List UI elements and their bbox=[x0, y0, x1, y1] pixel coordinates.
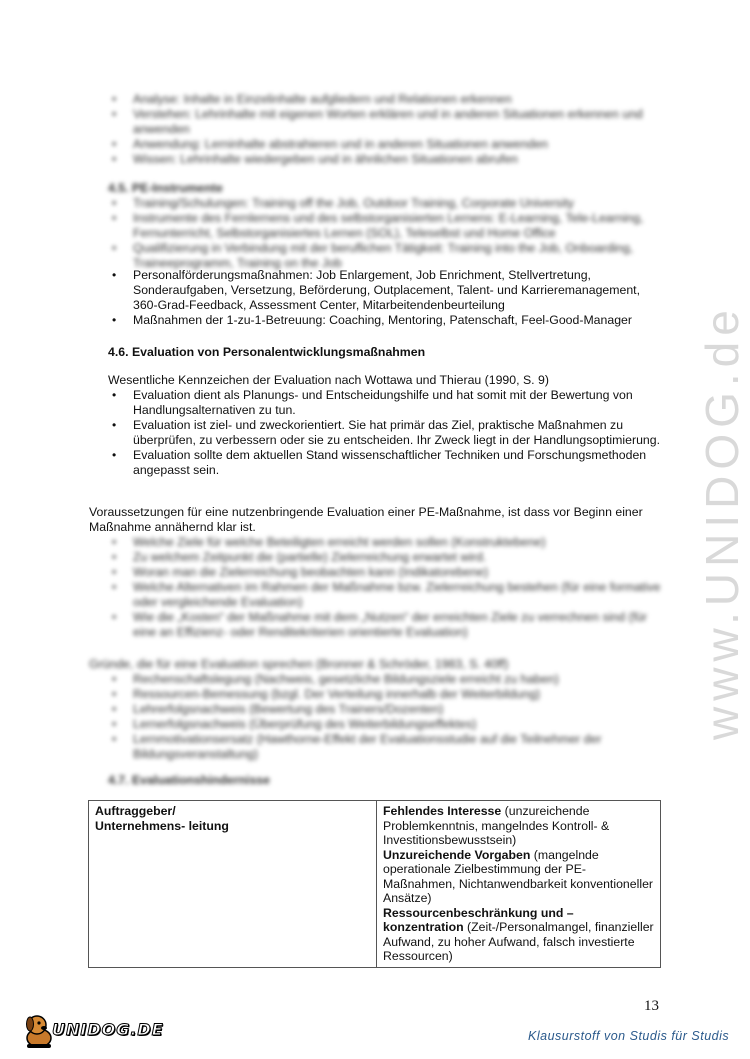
page-number: 13 bbox=[644, 998, 659, 1014]
list-item: • Welche Alternativen im Rahmen der Maßnahme bzw. Zielerreichung bestehen (für eine formative oder vergleichende Evaluation) bbox=[108, 580, 668, 610]
blurred-reasons-list bbox=[108, 672, 668, 762]
blurred-top-block bbox=[108, 92, 668, 271]
list-item: • Lehrerfolgsnachweis (Bewertung des Trainers/Dozenten) bbox=[108, 702, 668, 717]
obstacle-detail: (unzureichende Problemkenntnis, mangelndes Kontroll- & Investitionsbewusstsein) bbox=[383, 804, 610, 847]
section-title: Evaluation von Personalentwicklungsmaßnahmen bbox=[131, 345, 426, 359]
obstacle-title: Unzureichende Vorgaben bbox=[383, 847, 531, 862]
list-item: • Ressourcen-Bemessung (bzgl. Der Verteilung innerhalb der Weiterbildung) bbox=[108, 687, 668, 702]
evaluation-obstacles-table bbox=[88, 800, 661, 968]
list-item: • Evaluation ist ziel- und zweckorientiert. Sie hat primär das Ziel, praktische Maßnahmen zu überprüfen, zu verbessern oder sie zu entscheiden. Ihr Zweck liegt in der Handlungsoptimierung. bbox=[108, 418, 668, 448]
footer-slogan: Klausurstoff von Studis für Studis bbox=[528, 1029, 730, 1043]
list-item: • Rechenschaftslegung (Nachweis, gesetzliche Bildungsziele erreicht zu haben) bbox=[108, 672, 668, 687]
section-number: 4.6. bbox=[108, 345, 129, 359]
list-item: • Lernmotivationsersatz (Hawthorne-Effekt der Evaluationsstudie auf die Teilnehmer der Bildungsveranstaltung) bbox=[108, 732, 668, 762]
list-item: • Woran man die Zielerreichung beobachten kann (Indikatorebene) bbox=[108, 565, 668, 580]
table-cell-role bbox=[89, 801, 377, 968]
list-item: • Personalförderungsmaßnahmen: Job Enlargement, Job Enrichment, Stellvertretung, Sonderaufgaben, Versetzung, Beförderung, Outplacement, Talent- und Karrieremanagement, 360-Grad-Feedback, Assessment Center, Mitarbeitendenbeurteilung bbox=[108, 268, 668, 313]
list-item: • Zu welchem Zeitpunkt die (partielle) Zielerreichung erwartet wird. bbox=[108, 550, 668, 565]
logo-text: UNIDOG.DE bbox=[52, 1020, 164, 1039]
reasons-intro: Gründe, die für eine Evaluation sprechen (Bronner & Schröder, 1983, S. 40ff) bbox=[89, 657, 509, 671]
list-item: • Instrumente des Fernlernens und des selbstorganisierten Lernens: E-Learning, Tele-Learning, Fernunterricht, Selbstorganisiertes Lernen (SOL), Teleselbst und Home Office bbox=[108, 211, 668, 241]
list-item: • Training/Schulungen: Training off the Job, Outdoor Training, Corporate University bbox=[108, 196, 668, 211]
watermark: www.UNIDOG.de bbox=[696, 304, 748, 740]
blurred-list-2 bbox=[108, 196, 668, 271]
list-item: • Evaluation dient als Planungs- und Entscheidungshilfe und hat somit mit der Bewertung von Handlungsalternativen zu tun. bbox=[108, 388, 668, 418]
obstacle-detail: (Zeit-/Personalmangel, finanzieller Aufwand, zu hoher Aufwand, falsch investierte Ressourcen) bbox=[383, 920, 654, 963]
section-heading-45: 4.5. PE-Instrumente bbox=[108, 181, 223, 195]
prerequisite-paragraph: Voraussetzungen für eine nutzenbringende Evaluation einer PE-Maßnahme, ist dass vor Beginn einer Maßnahme annähernd klar ist. bbox=[89, 505, 643, 534]
obstacle-title: Fehlendes Interesse bbox=[383, 804, 502, 818]
blurred-mid-list bbox=[108, 535, 668, 640]
list-item: • Welche Ziele für welche Beteiligten erreicht werden sollen (Konstruktebene) bbox=[108, 535, 668, 550]
blurred-list-1 bbox=[108, 92, 668, 167]
section-heading-46 bbox=[108, 345, 668, 360]
obstacle-title: Ressourcenbeschränkung und –konzentration bbox=[383, 905, 574, 934]
dog-icon bbox=[22, 1012, 56, 1050]
list-item: • Qualifizierung in Verbindung mit der beruflichen Tätigkeit: Training into the Job, Onboarding, Traineeprogramm, Training on the Job bbox=[108, 241, 668, 271]
unidog-logo bbox=[22, 1012, 162, 1050]
list-item: • Lernerfolgsnachweis (Überprüfung des Weiterbildungseffektes) bbox=[108, 717, 668, 732]
table-row bbox=[89, 801, 661, 968]
list-item: • Wissen: Lehrinhalte wiedergeben und in ähnlichen Situationen abrufen bbox=[108, 152, 668, 167]
list-item: • Verstehen: Lehrinhalte mit eigenen Worten erklären und in anderen Situationen erkennen und anwenden bbox=[108, 107, 668, 137]
role-line-1: Auftraggeber/ bbox=[95, 804, 176, 818]
list-item: • Evaluation sollte dem aktuellen Stand wissenschaftlicher Techniken und Forschungsmethoden angepasst sein. bbox=[108, 448, 668, 478]
list-item: • Wie die „Kosten“ der Maßnahme mit dem „Nutzen“ der erreichten Ziele zu verrechnen sind (für eine an Effizienz- oder Renditekriterien orientierte Evaluation) bbox=[108, 610, 668, 640]
section-heading-47: 4.7. Evaluationshindernisse bbox=[108, 773, 270, 787]
section-46 bbox=[108, 345, 668, 478]
list-item: • Maßnahmen der 1-zu-1-Betreuung: Coaching, Mentoring, Patenschaft, Feel-Good-Manager bbox=[108, 313, 668, 328]
pe-instruments-clear bbox=[108, 268, 668, 328]
section-intro: Wesentliche Kennzeichen der Evaluation nach Wottawa und Thierau (1990, S. 9) bbox=[108, 373, 549, 387]
role-line-2: Unternehmens- leitung bbox=[95, 818, 229, 833]
list-item: • Anwendung: Lerninhalte abstrahieren und in anderen Situationen anwenden bbox=[108, 137, 668, 152]
table-cell-obstacles bbox=[377, 801, 661, 968]
obstacle-detail: (mangelnde operationale Zielbestimmung der PE-Maßnahmen, Nichtanwendbarkeit konventioneller Ansätze) bbox=[383, 847, 653, 905]
list-item: • Analyse: Inhalte in Einzelinhalte aufgliedern und Relationen erkennen bbox=[108, 92, 668, 107]
